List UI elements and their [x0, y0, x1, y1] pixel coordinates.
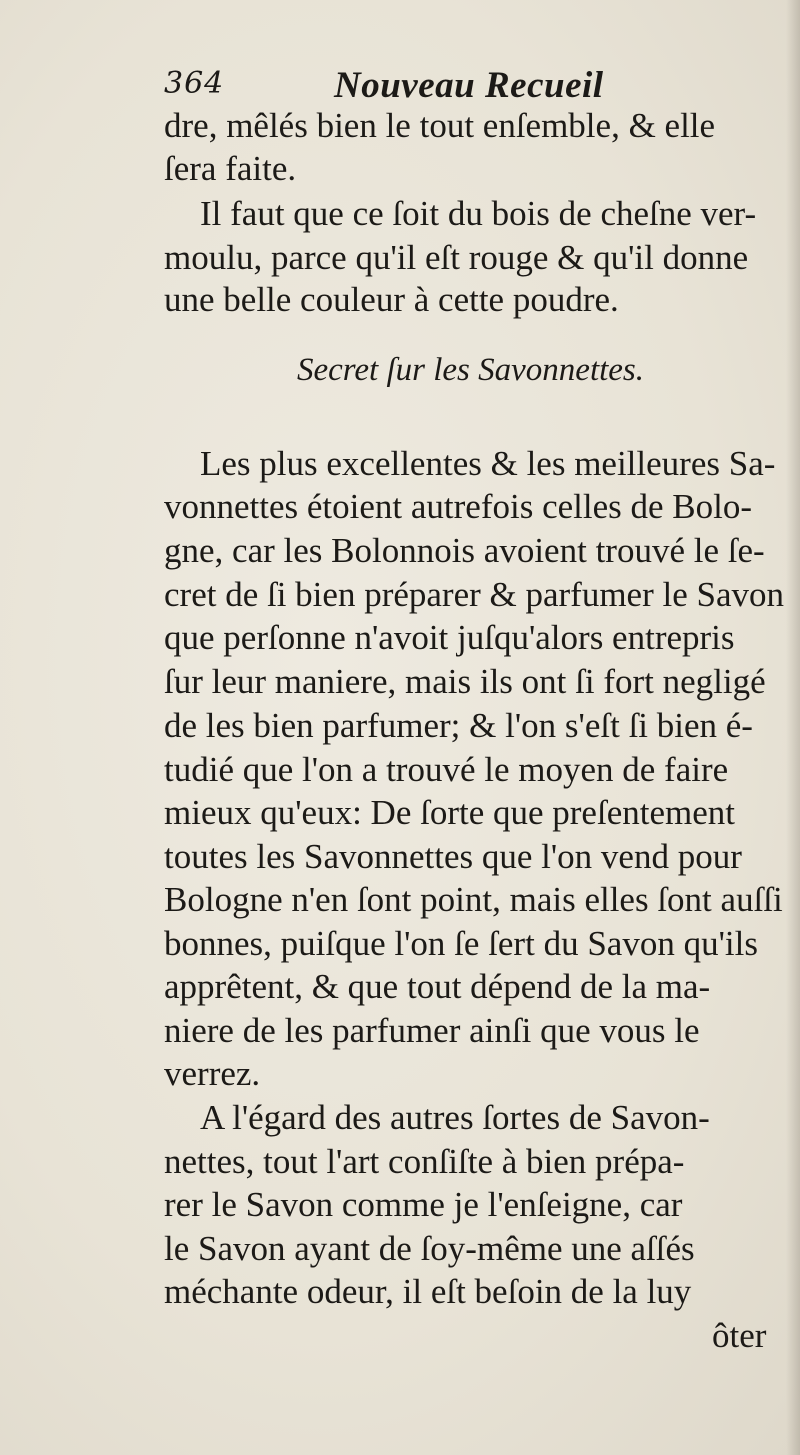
text-line: ſera faite.	[164, 149, 297, 188]
section-heading: Secret ſur les Savonnettes.	[297, 352, 645, 388]
text-line: cret de ſi bien préparer & parfumer le Savon	[164, 575, 785, 614]
text-line: nettes, tout l'art conſiſte à bien prépa-	[164, 1142, 685, 1181]
text-line: vonnettes étoient autrefois celles de Bolo-	[164, 487, 753, 526]
catchword: ôter	[712, 1316, 767, 1355]
text-line: que perſonne n'avoit juſqu'alors entrepris	[164, 618, 735, 657]
text-line: verrez.	[164, 1054, 261, 1093]
text-line: une belle couleur à cette poudre.	[164, 280, 619, 319]
page-edge-shadow	[786, 0, 800, 1455]
text-line: gne, car les Bolonnois avoient trouvé le ſe-	[164, 531, 765, 570]
text-line: Les plus excellentes & les meilleures Sa-	[200, 444, 776, 483]
text-line: dre, mêlés bien le tout enſemble, & elle	[164, 106, 716, 145]
text-line: A l'égard des autres ſortes de Savon-	[200, 1098, 710, 1137]
text-line: moulu, parce qu'il eſt rouge & qu'il donne	[164, 238, 749, 277]
page-number: 364	[164, 66, 225, 101]
text-line: Bologne n'en ſont point, mais elles ſont auſſi	[164, 880, 783, 919]
running-title: Nouveau Recueil	[334, 65, 604, 106]
text-line: mieux qu'eux: De ſorte que preſentement	[164, 793, 735, 832]
text-line: ſur leur maniere, mais ils ont ſi fort negligé	[164, 662, 766, 701]
text-line: Il faut que ce ſoit du bois de cheſne ver-	[200, 194, 757, 233]
text-line: le Savon ayant de ſoy-même une aſſés	[164, 1229, 695, 1268]
text-line: rer le Savon comme je l'enſeigne, car	[164, 1185, 683, 1224]
text-line: niere de les parfumer ainſi que vous le	[164, 1011, 700, 1050]
text-line: méchante odeur, il eſt beſoin de la luy	[164, 1272, 692, 1311]
text-line: bonnes, puiſque l'on ſe ſert du Savon qu'ils	[164, 924, 758, 963]
text-line: toutes les Savonnettes que l'on vend pour	[164, 837, 742, 876]
page-header	[164, 64, 684, 110]
text-line: de les bien parfumer; & l'on s'eſt ſi bien é-	[164, 706, 753, 745]
text-line: apprêtent, & que tout dépend de la ma-	[164, 967, 711, 1006]
text-line: tudié que l'on a trouvé le moyen de faire	[164, 750, 729, 789]
